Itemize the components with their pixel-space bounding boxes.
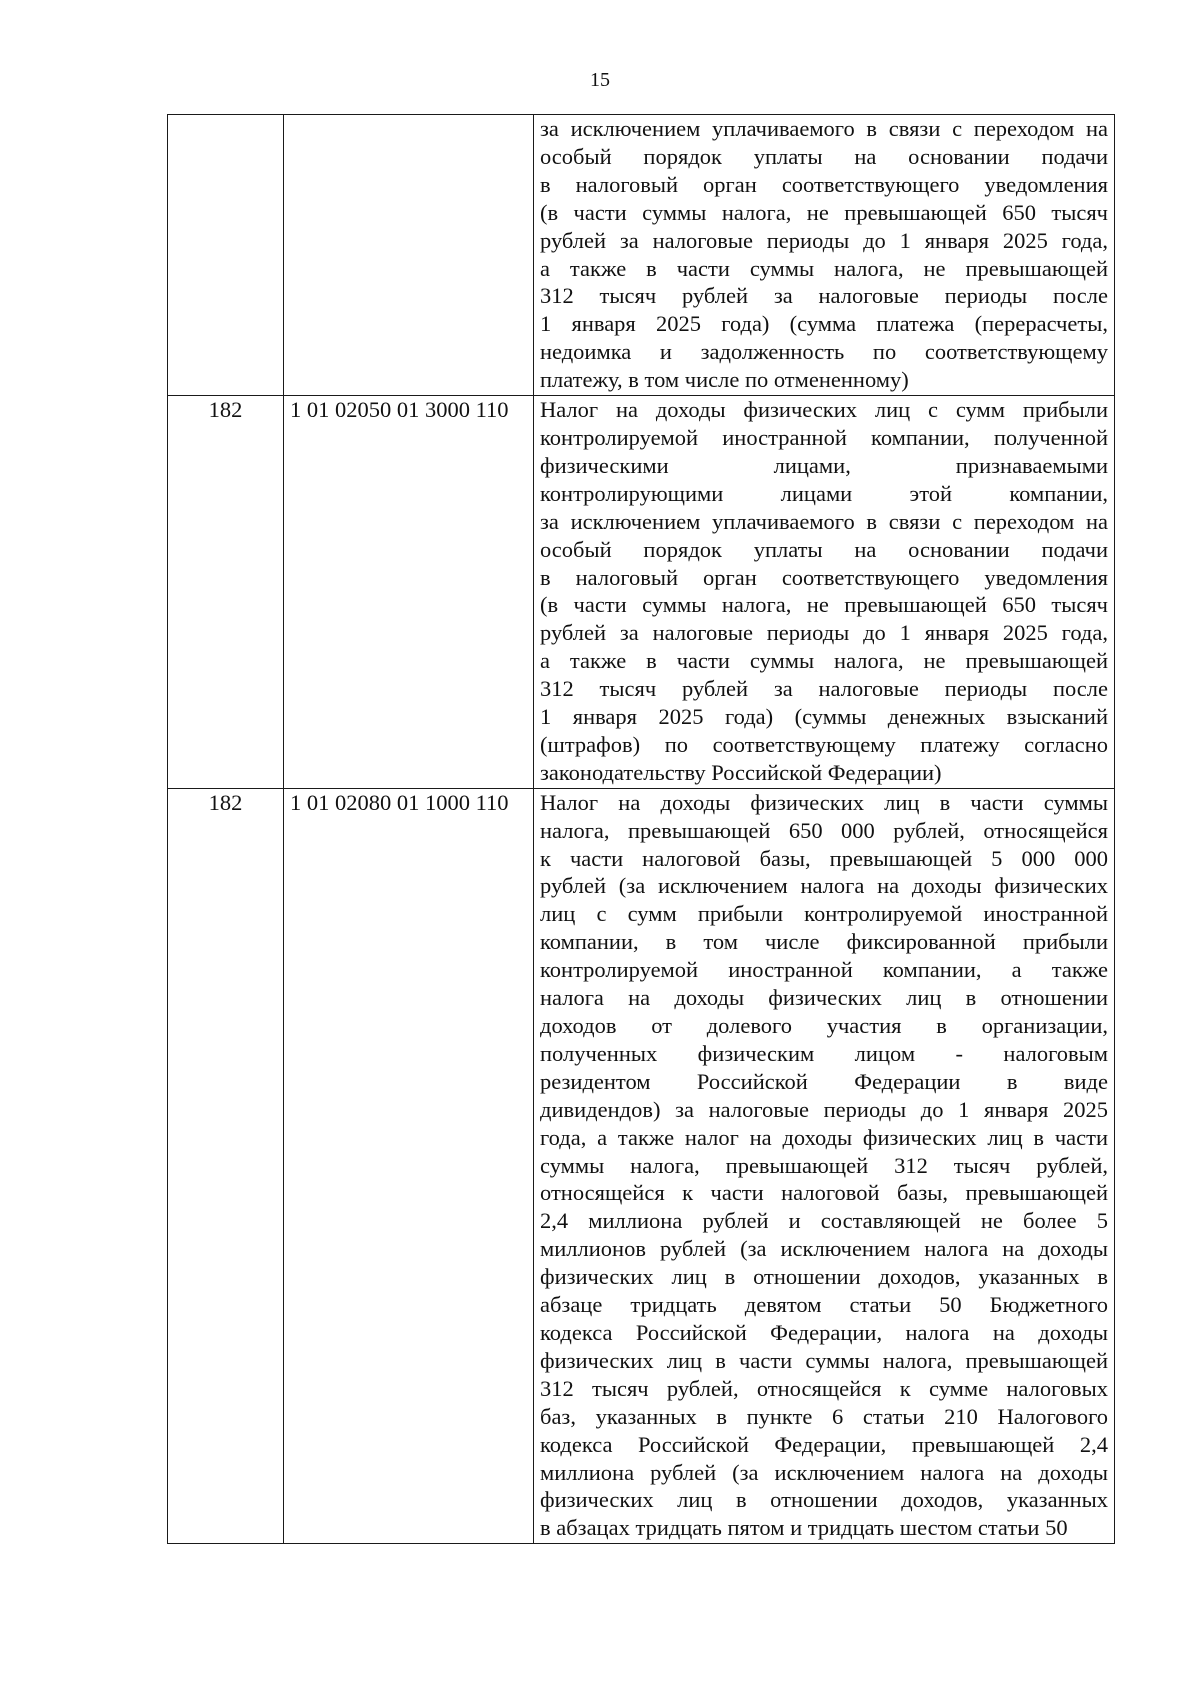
kbk-code-cell: 1 01 02080 01 1000 110 xyxy=(284,788,534,1543)
admin-code-cell: 182 xyxy=(168,788,284,1543)
text-line: контролируемой иностранной компании, а также xyxy=(540,957,1108,983)
text-line: 312 тысяч рублей за налоговые периоды после xyxy=(540,676,1108,702)
text-line: рублей за налоговые периоды до 1 января 2025 года, xyxy=(540,620,1108,646)
text-line: недоимка и задолженность по соответствующему xyxy=(540,339,1108,365)
text-line: особый порядок уплаты на основании подачи xyxy=(540,143,1108,169)
text-line: (в части суммы налога, не превышающей 650 тысяч xyxy=(540,199,1108,225)
text-line: за исключением уплачиваемого в связи с переходом на xyxy=(540,508,1108,534)
text-line: абзаце тридцать девятом статьи 50 Бюджетного xyxy=(540,1292,1108,1318)
text-line: налога на доходы физических лиц в отношении xyxy=(540,985,1108,1011)
text-line: к части налоговой базы, превышающей 5 000 000 xyxy=(540,845,1108,871)
income-name-cell xyxy=(534,115,1115,396)
text-line: (в части суммы налога, не превышающей 650 тысяч xyxy=(540,592,1108,618)
text-line: Налог на доходы физических лиц в части суммы xyxy=(540,789,1108,815)
text-line: платежу, в том числе по отмененному) xyxy=(540,367,909,393)
text-line: баз, указанных в пункте 6 статьи 210 Налогового xyxy=(540,1403,1108,1429)
text-line: в налоговый орган соответствующего уведомления xyxy=(540,564,1108,590)
text-line: налога, превышающей 650 000 рублей, относящейся xyxy=(540,817,1108,843)
text-line: физических лиц в отношении доходов, указанных xyxy=(540,1487,1108,1513)
table-row xyxy=(168,396,1115,789)
text-line: (штрафов) по соответствующему платежу согласно xyxy=(540,731,1108,757)
text-line: доходов от долевого участия в организации, xyxy=(540,1013,1108,1038)
text-line: в абзацах тридцать пятом и тридцать шестом статьи 50 xyxy=(540,1515,1068,1541)
text-line: компании, в том числе фиксированной прибыли xyxy=(540,929,1108,955)
text-line: законодательству Российской Федерации) xyxy=(540,759,942,785)
text-line: миллиона рублей (за исключением налога на доходы xyxy=(540,1459,1108,1485)
text-line: 1 января 2025 года) (суммы денежных взысканий xyxy=(540,704,1108,730)
text-line: а также в части суммы налога, не превышающей xyxy=(540,255,1108,281)
text-line: относящейся к части налоговой базы, превышающей xyxy=(540,1180,1108,1206)
text-line: рублей за налоговые периоды до 1 января 2025 года, xyxy=(540,227,1108,253)
text-line: Налог на доходы физических лиц с сумм прибыли xyxy=(540,397,1108,423)
text-line: года, а также налог на доходы физических лиц в части xyxy=(540,1124,1108,1150)
text-line: 312 тысяч рублей, относящейся к сумме налоговых xyxy=(540,1375,1108,1401)
text-line: физическими лицами, признаваемыми xyxy=(540,452,1108,478)
text-line: физических лиц в отношении доходов, указанных в xyxy=(540,1264,1108,1290)
text-line: 312 тысяч рублей за налоговые периоды после xyxy=(540,283,1108,309)
table-row xyxy=(168,115,1115,396)
text-line: контролируемой иностранной компании, полученной xyxy=(540,424,1108,450)
table-row xyxy=(168,788,1115,1543)
text-line: суммы налога, превышающей 312 тысяч рублей, xyxy=(540,1152,1108,1178)
text-line: в налоговый орган соответствующего уведомления xyxy=(540,171,1108,197)
text-line: 1 января 2025 года) (сумма платежа (перерасчеты, xyxy=(540,311,1108,337)
table-body xyxy=(168,115,1115,1544)
income-name-cell xyxy=(534,396,1115,789)
kbk-code-cell xyxy=(284,115,534,396)
admin-code-cell xyxy=(168,115,284,396)
income-name-cell xyxy=(534,788,1115,1543)
text-line: дивидендов) за налоговые периоды до 1 января 2025 xyxy=(540,1096,1108,1122)
text-line: рублей (за исключением налога на доходы физических xyxy=(540,873,1108,899)
kbk-code-cell: 1 01 02050 01 3000 110 xyxy=(284,396,534,789)
text-line: а также в части суммы налога, не превышающей xyxy=(540,648,1108,674)
admin-code-cell: 182 xyxy=(168,396,284,789)
text-line: физических лиц в части суммы налога, превышающей xyxy=(540,1347,1108,1373)
page-number: 15 xyxy=(590,69,610,91)
text-line: кодекса Российской Федерации, превышающей 2,4 xyxy=(540,1431,1108,1457)
text-line: 2,4 миллиона рублей и составляющей не более 5 xyxy=(540,1208,1108,1234)
text-line: контролирующими лицами этой компании, xyxy=(540,480,1108,506)
text-line: полученных физическим лицом - налоговым xyxy=(540,1040,1108,1066)
budget-classification-table xyxy=(167,114,1115,1544)
text-line: миллионов рублей (за исключением налога на доходы xyxy=(540,1236,1108,1262)
text-line: за исключением уплачиваемого в связи с переходом на xyxy=(540,116,1108,141)
text-line: кодекса Российской Федерации, налога на доходы xyxy=(540,1319,1108,1345)
text-line: особый порядок уплаты на основании подачи xyxy=(540,536,1108,562)
text-line: лиц с сумм прибыли контролируемой иностранной xyxy=(540,901,1108,927)
text-line: резидентом Российской Федерации в виде xyxy=(540,1068,1108,1094)
